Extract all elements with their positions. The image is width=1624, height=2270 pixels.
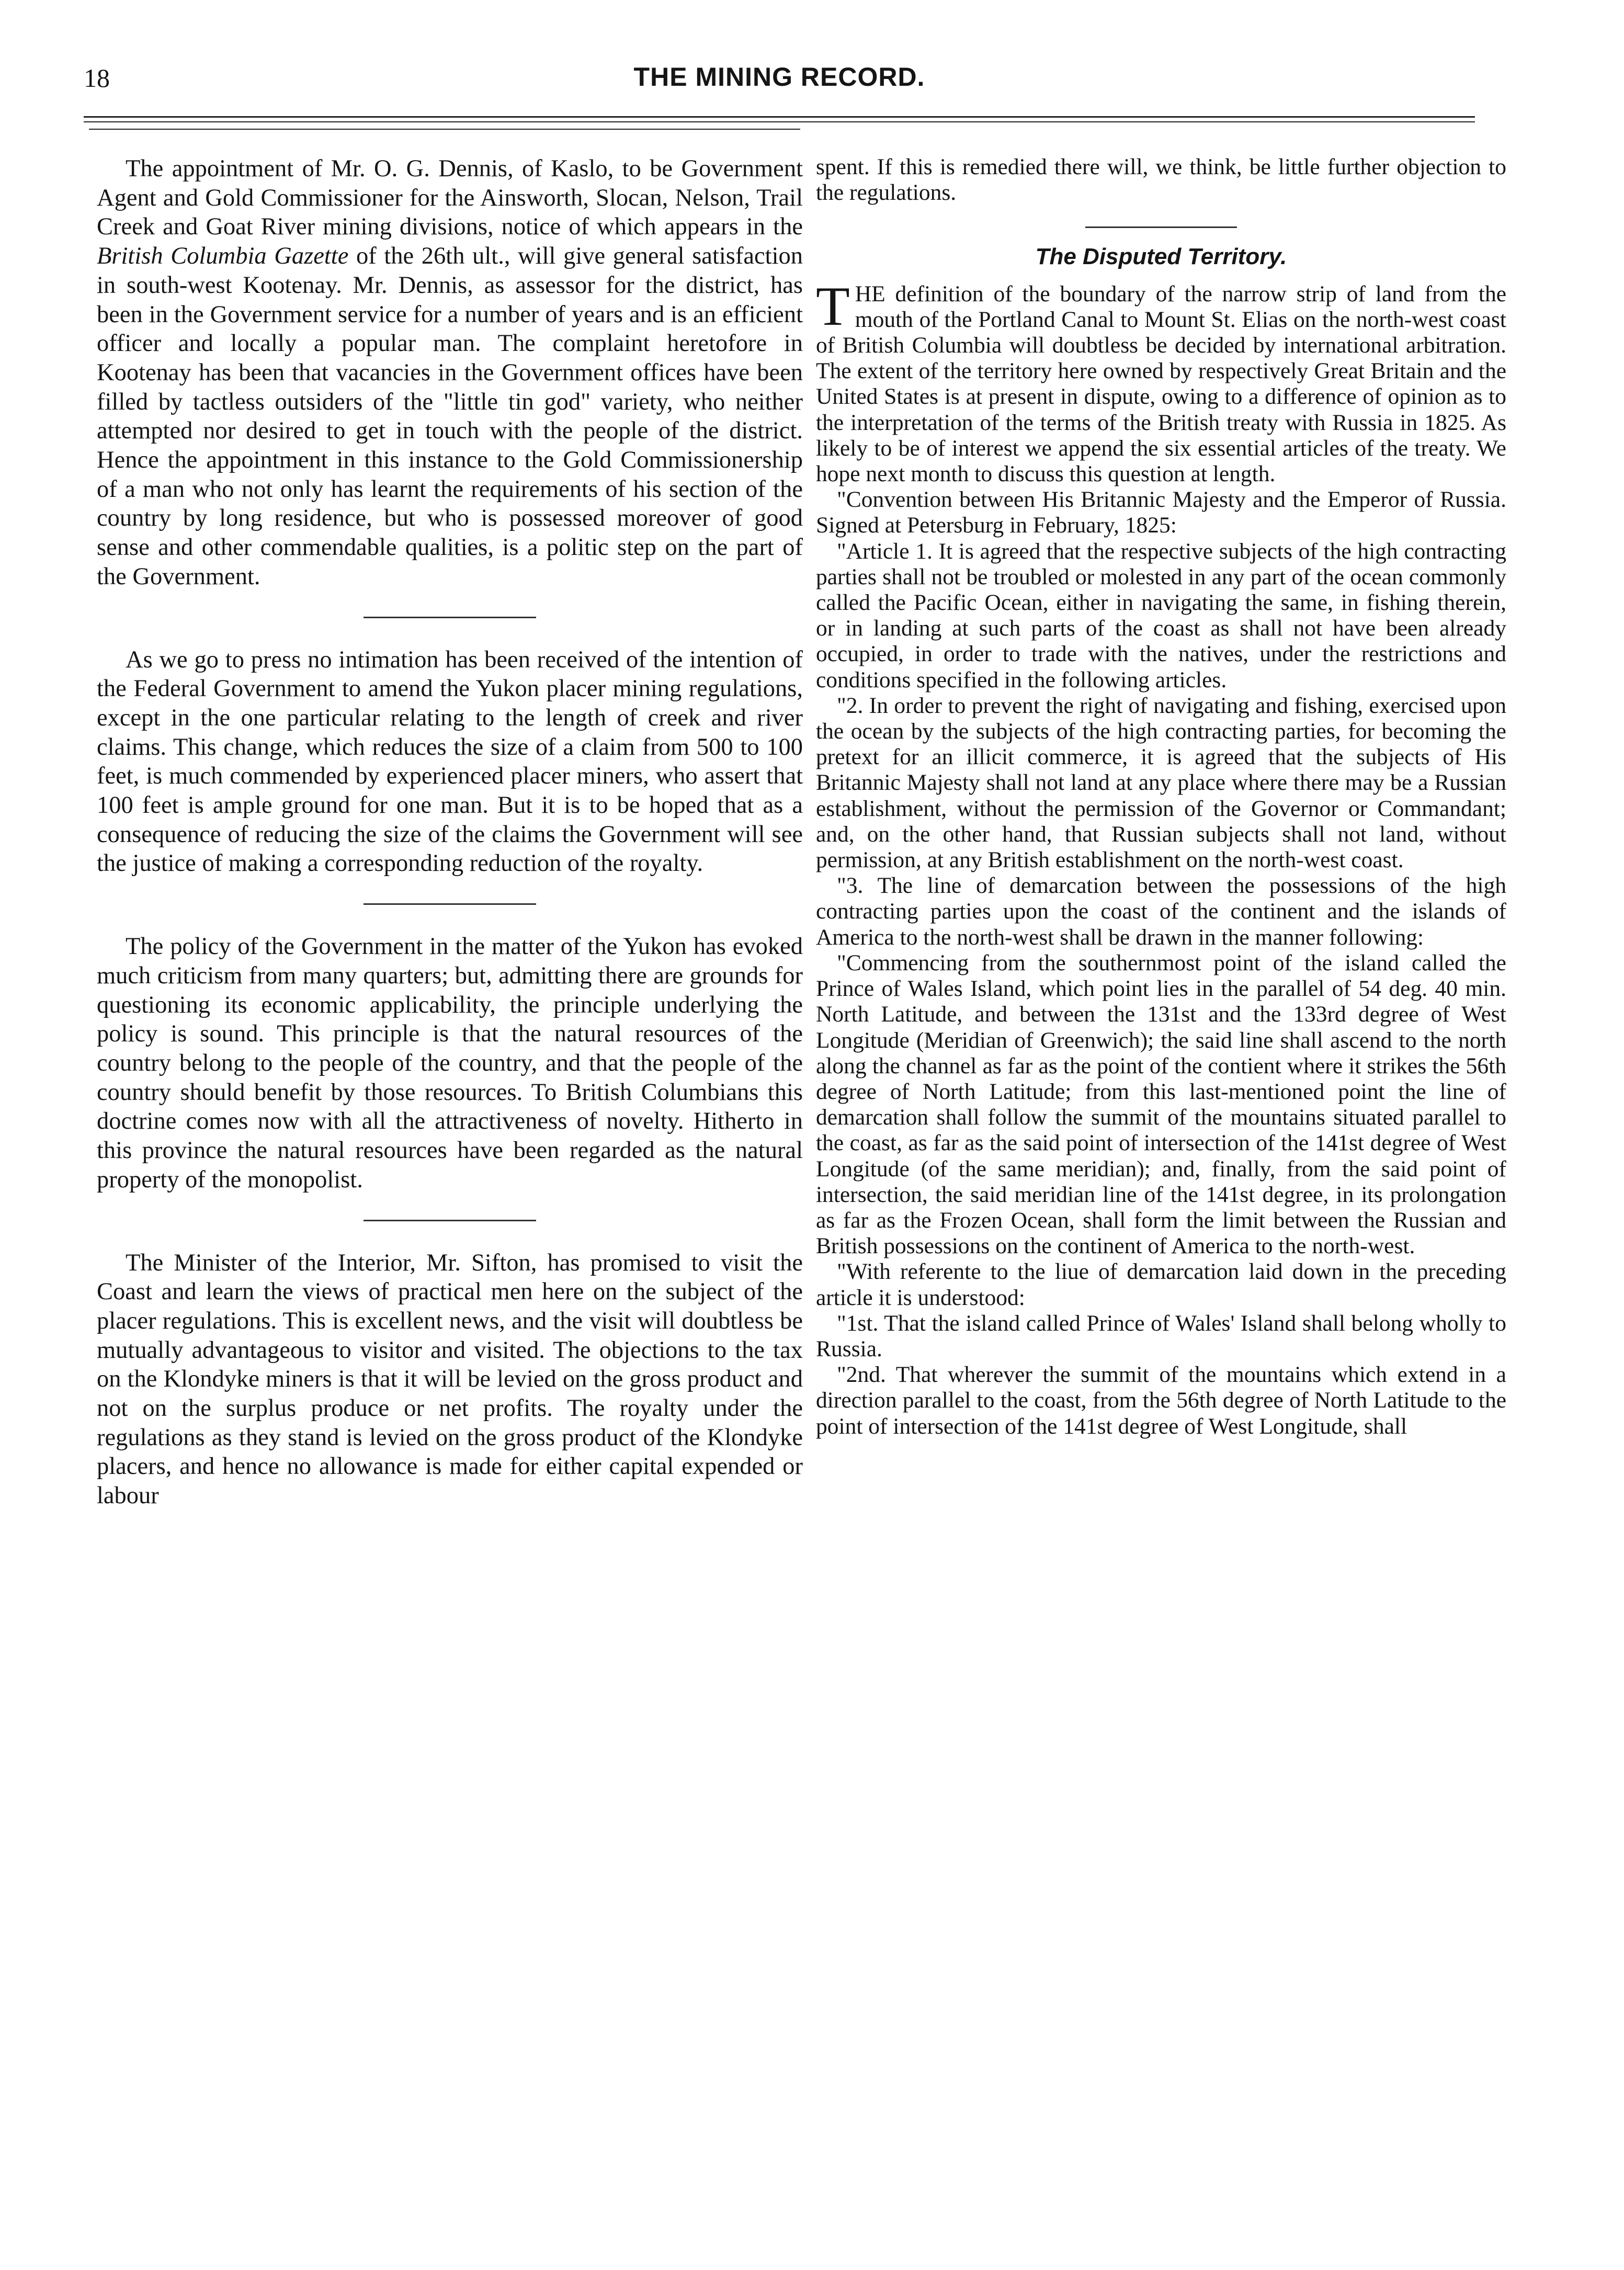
left-column bbox=[97, 154, 803, 1511]
article-3-boundary: "Commencing from the southernmost point of the island called the Prince of Wales Island, which point lies in the parallel of 54 deg. 40 min. North Latitude, and between the 131st and the 133rd degree of West Longitude (Meridian of Greenwich); the said line shall ascend to the north along the channel as far as the point of the contient where it strikes the 56th degree of North Latitude; from this last-mentioned point the line of demarcation shall follow the summit of the mountains situated parallel to the coast, as far as the said point of intersection of the 141st degree of West Longitude (of the same meridian); and, finally, from the said point of intersection, the said meridian line of the 141st degree, in its prolongation as far as the Frozen Ocean, shall form the limit between the Russian and British possessions on the continent of America to the north-west. bbox=[816, 950, 1506, 1259]
section-separator bbox=[364, 1220, 536, 1221]
article-3: "3. The line of demarcation between the possessions of the high contracting parties upon the coast of the continent and the islands of America to the north-west shall be drawn in the manner following: bbox=[816, 873, 1506, 950]
section-separator bbox=[364, 617, 536, 618]
paragraph-text: HE definition of the boundary of the narrow strip of land from the mouth of the Portland Canal to Mount St. Elias on the north-west coast of British Columbia will doubtless be decided by international arbitration. The extent of the territory here owned by respectively Great Britain and the United States is at present in dispute, owing to a difference of opinion as to the interpretation of the terms of the British treaty with Russia in 1825. As likely to be of interest we append the six essential articles of the treaty. We hope next month to discuss this question at length. bbox=[816, 281, 1506, 487]
continued-paragraph: spent. If this is remedied there will, we think, be little further objection to the regulations. bbox=[816, 154, 1506, 206]
publication-name: British Columbia Gazette bbox=[97, 243, 349, 270]
editorial-government-policy: The policy of the Government in the matter of the Yukon has evoked much criticism from many quarters; but, admitting there are grounds for questioning its economic applicability, the principle underlying the policy is sound. This principle is that the natural resources of the country belong to the people of the country, and that the people of the country should benefit by those resources. To British Columbians this doctrine comes now with all the attractiveness of novelty. Hitherto in this province the natural resources have been regarded as the natural property of the monopolist. bbox=[97, 933, 803, 1193]
article-2: "2. In order to prevent the right of navigating and fishing, exercised upon the ocean by the subjects of the high contracting parties, for becoming the pretext for an illicit commerce, it is agreed that the subjects of His Britannic Majesty shall not land at any place where there may be a Russian establishment, without the permission of the Governor or Commandant; and, on the other hand, that Russian subjects shall not land, without permission, at any British establishment on the north-west coast. bbox=[816, 693, 1506, 873]
article-4-second: "2nd. That wherever the summit of the mountains which extend in a direction parallel to the coast, from the 56th degree of North Latitude to the point of intersection of the 141st degree of West Longitude, shall bbox=[816, 1362, 1506, 1439]
editorial-dennis-appointment bbox=[97, 154, 803, 592]
article-1: "Article 1. It is agreed that the respective subjects of the high contracting parties shall not be troubled or molested in any part of the ocean commonly called the Pacific Ocean, either in navigating the same, in fishing therein, or in landing at such parts of the coast as shall not have been already occupied, in order to trade with the natives, under the restrictions and conditions specified in the following articles. bbox=[816, 538, 1506, 693]
running-title: THE MINING RECORD. bbox=[633, 62, 925, 92]
section-separator bbox=[364, 903, 536, 905]
section-separator bbox=[1085, 226, 1237, 228]
header-rule bbox=[84, 116, 1475, 118]
section-title: The Disputed Territory. bbox=[1035, 244, 1287, 270]
column-top-rule bbox=[89, 129, 800, 130]
editorial-minister-visit: The Minister of the Interior, Mr. Sifton, has promised to visit the Coast and learn the views of practical men here on the subject of the placer regulations. This is excellent news, and the visit will doubtless be mutually advantageous to visitor and visited. The objections to the tax on the Klondyke miners is that it will be levied on the gross product and not on the surplus produce or net profits. The royalty under the regulations as they stand is levied on the gross product of the Klondyke placers, and hence no allowance is made for either capital expended or labour bbox=[97, 1249, 803, 1509]
drop-cap: T bbox=[816, 275, 850, 337]
paragraph-text: of the 26th ult., will give general satisfaction in south-west Kootenay. Mr. Dennis, as assessor for the district, has been in the Government service for a number of years and is an efficient officer and locally a popular man. The complaint heretofore in Kootenay has been that vacancies in the Government offices have been filled by tactless outsiders of the "little tin god" variety, who neither attempted nor desired to get in touch with the people of the district. Hence the appointment in this instance to the Gold Commissionership of a man who not only has learnt the requirements of his section of the country by long residence, but who is possessed moreover of good sense and other commendable qualities, is a politic step on the part of the Government. bbox=[97, 243, 803, 590]
page-header bbox=[84, 52, 1475, 105]
right-column bbox=[816, 154, 1506, 1439]
article-intro bbox=[816, 275, 1506, 487]
article-4-first: "1st. That the island called Prince of Wales' Island shall belong wholly to Russia. bbox=[816, 1310, 1506, 1361]
paragraph-text: The appointment of Mr. O. G. Dennis, of Kaslo, to be Government Agent and Gold Commissioner for the Ainsworth, Slocan, Nelson, Trail Creek and Goat River mining divisions, notice of which appears in the bbox=[97, 155, 803, 241]
editorial-yukon-regulations: As we go to press no intimation has been received of the intention of the Federal Government to amend the Yukon placer mining regulations, except in the one particular relating to the length of creek and river claims. This change, which reduces the size of a claim from 500 to 100 feet, is much commended by experienced placer miners, who assert that 100 feet is ample ground for one man. But it is to be hoped that as a consequence of reducing the size of the claims the Government will see the justice of making a corresponding reduction of the royalty. bbox=[97, 646, 803, 877]
article-4: "With referente to the liue of demarcation laid down in the preceding article it is understood: bbox=[816, 1259, 1506, 1310]
header-rule-double bbox=[84, 121, 1475, 122]
convention-title: "Convention between His Britannic Majesty and the Emperor of Russia. Signed at Petersburg in February, 1825: bbox=[816, 487, 1506, 538]
page-number: 18 bbox=[84, 63, 110, 93]
